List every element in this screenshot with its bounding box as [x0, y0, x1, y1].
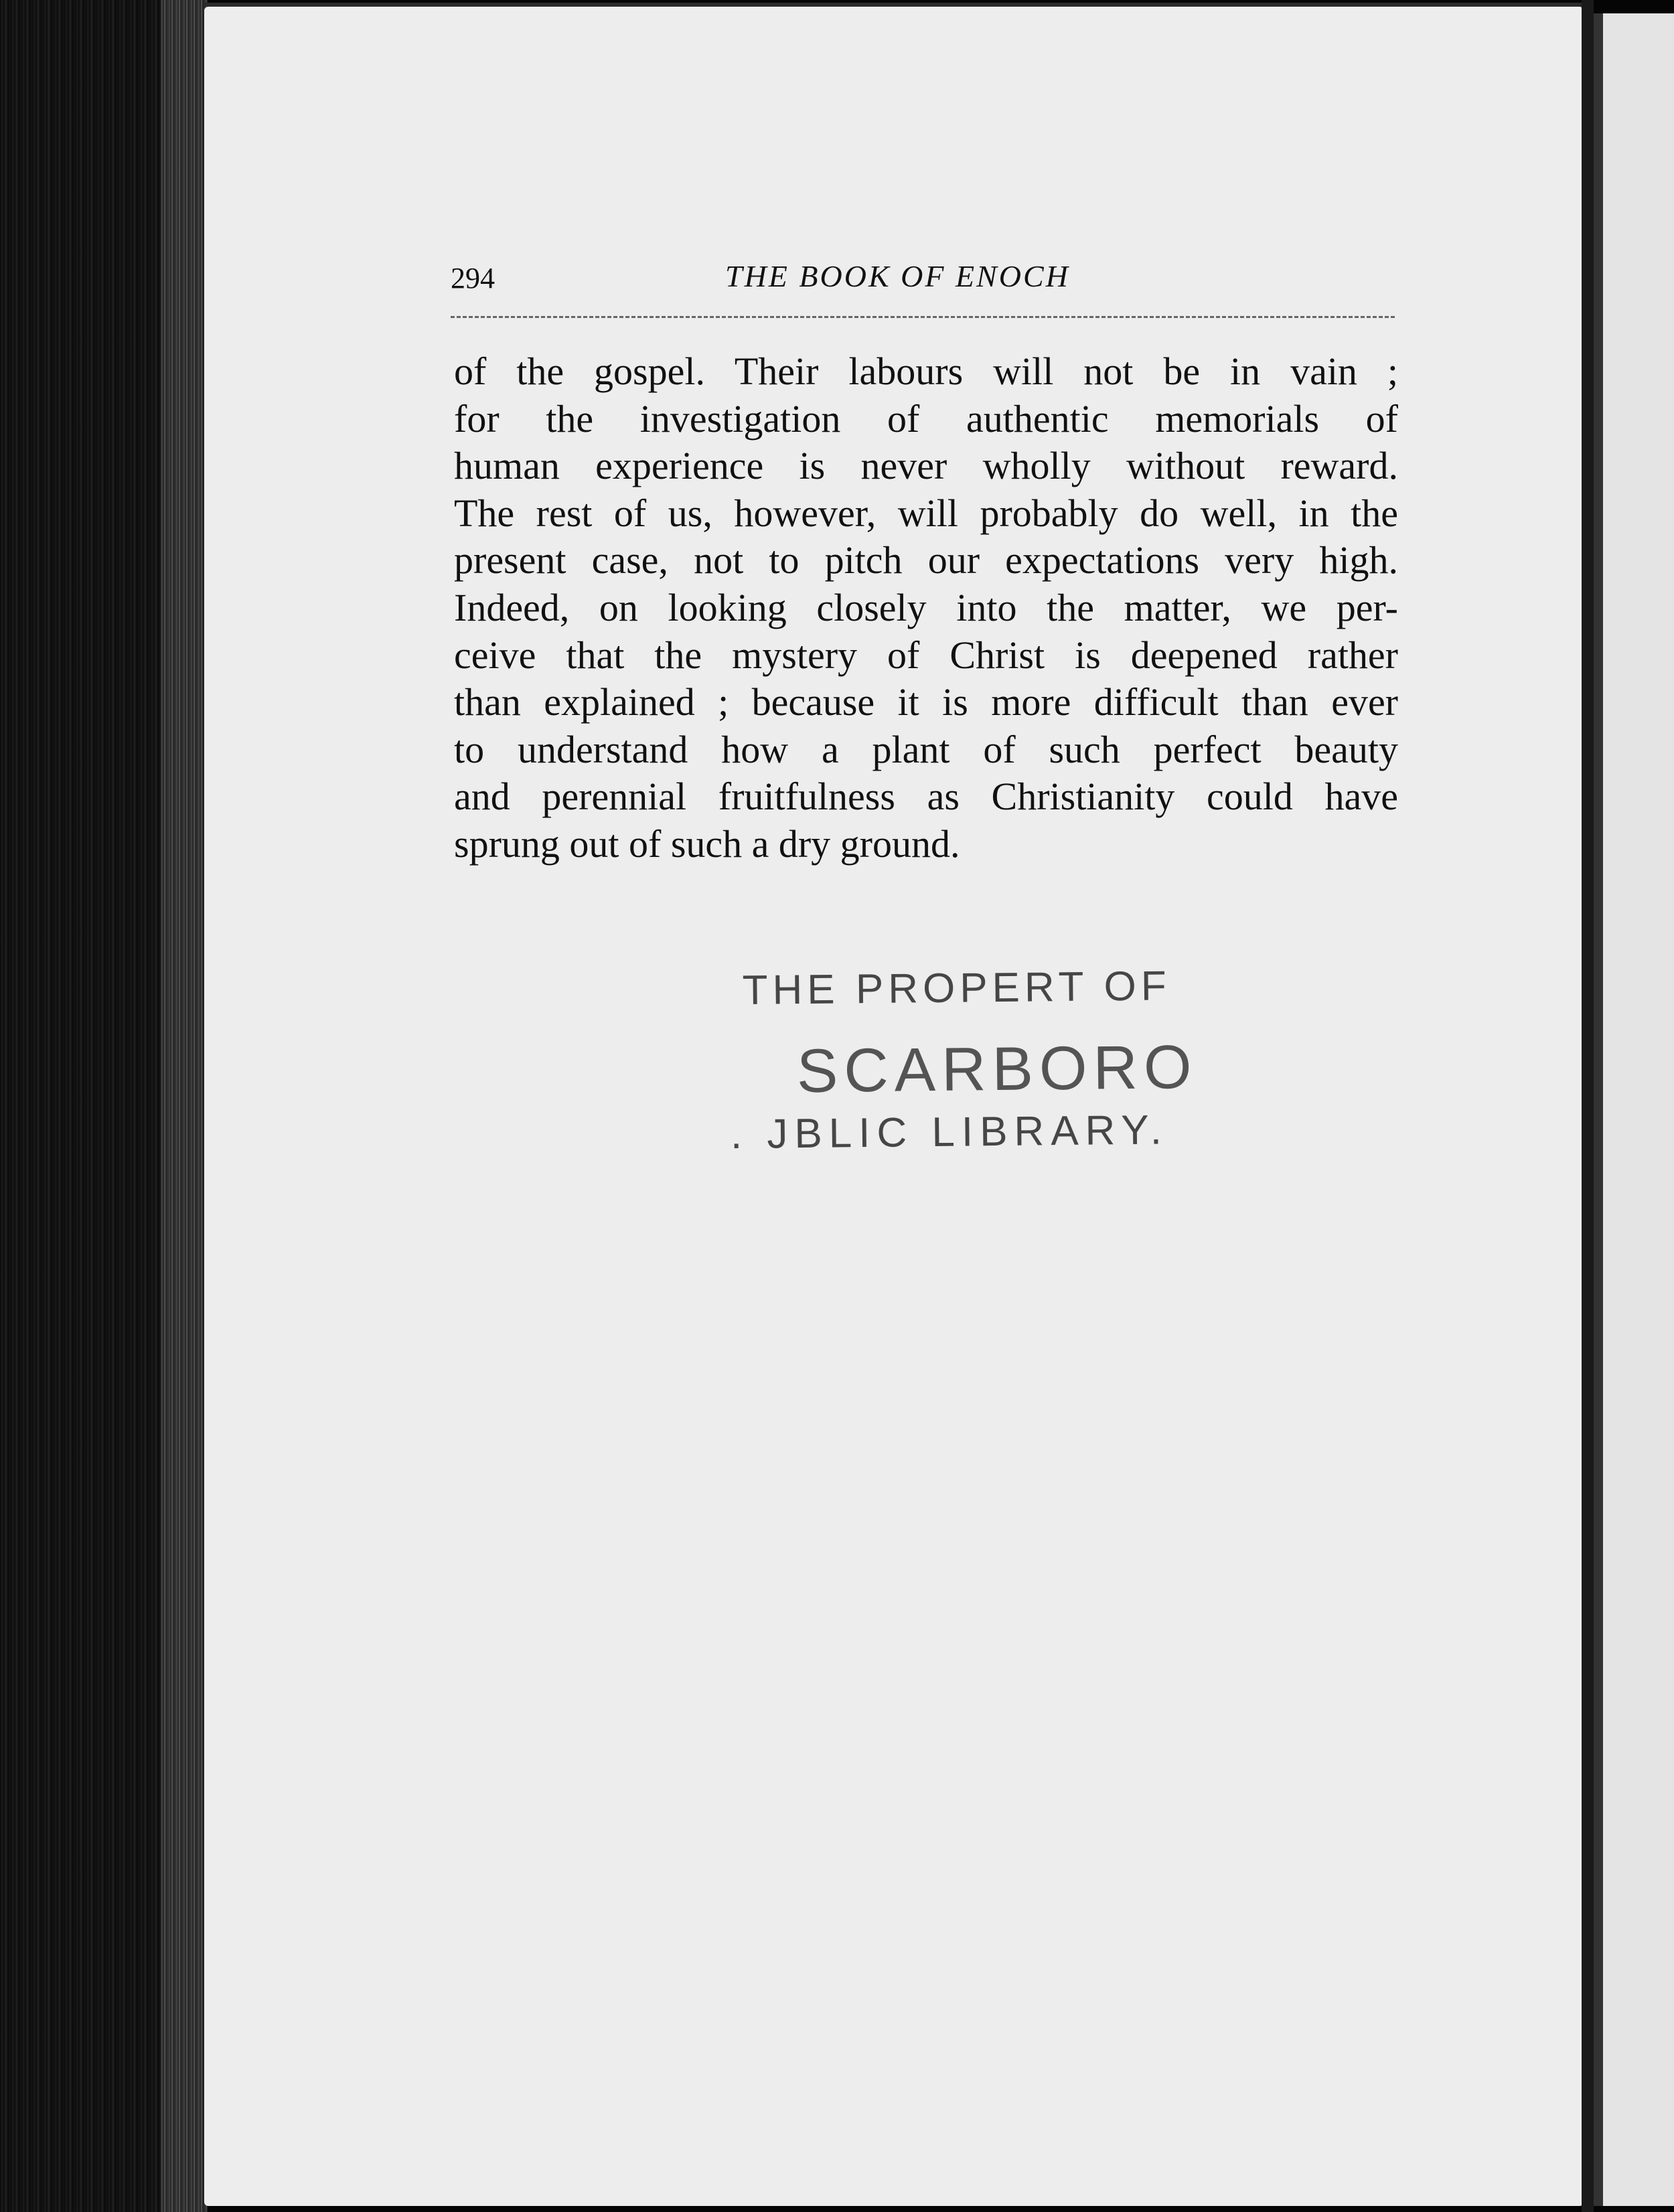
- text-line: for the investigation of authentic memorials of: [454, 396, 1398, 441]
- text-line: and perennial fruitfulness as Christianity could have: [454, 775, 1398, 819]
- facing-page: [1594, 13, 1674, 2206]
- stamp-line-library: . JBLIC LIBRARY.: [730, 1107, 1169, 1158]
- text-line: sprung out of such a dry ground.: [454, 821, 960, 866]
- text-line: The rest of us, however, will probably do well, in the: [454, 491, 1398, 535]
- library-stamp: [729, 961, 1266, 1188]
- facing-gutter: [1594, 13, 1603, 2206]
- text-line: than explained ; because it is more difficult than ever: [454, 680, 1398, 724]
- text-line: to understand how a plant of such perfect beauty: [454, 727, 1398, 771]
- stamp-line-scarboro: SCARBORO: [796, 1032, 1198, 1106]
- page-right-edge: [1582, 0, 1594, 2212]
- page-header: [451, 253, 1395, 307]
- text-line: of the gospel. Their labours will not be in vain ;: [454, 349, 1398, 393]
- header-rule: [451, 316, 1395, 318]
- text-line: ceive that the mystery of Christ is deepened rather: [454, 633, 1398, 677]
- stamp-line-property: THE PROPERT OF: [742, 963, 1172, 1014]
- text-line: present case, not to pitch our expectations very high.: [454, 538, 1398, 582]
- body-text: [454, 348, 1398, 868]
- text-line: human experience is never wholly without reward.: [454, 444, 1398, 488]
- page-number: 294: [451, 262, 495, 295]
- text-line: Indeed, on looking closely into the matter, we per-: [454, 585, 1398, 629]
- running-head: THE BOOK OF ENOCH: [725, 259, 1070, 293]
- page-edges: [161, 0, 208, 2212]
